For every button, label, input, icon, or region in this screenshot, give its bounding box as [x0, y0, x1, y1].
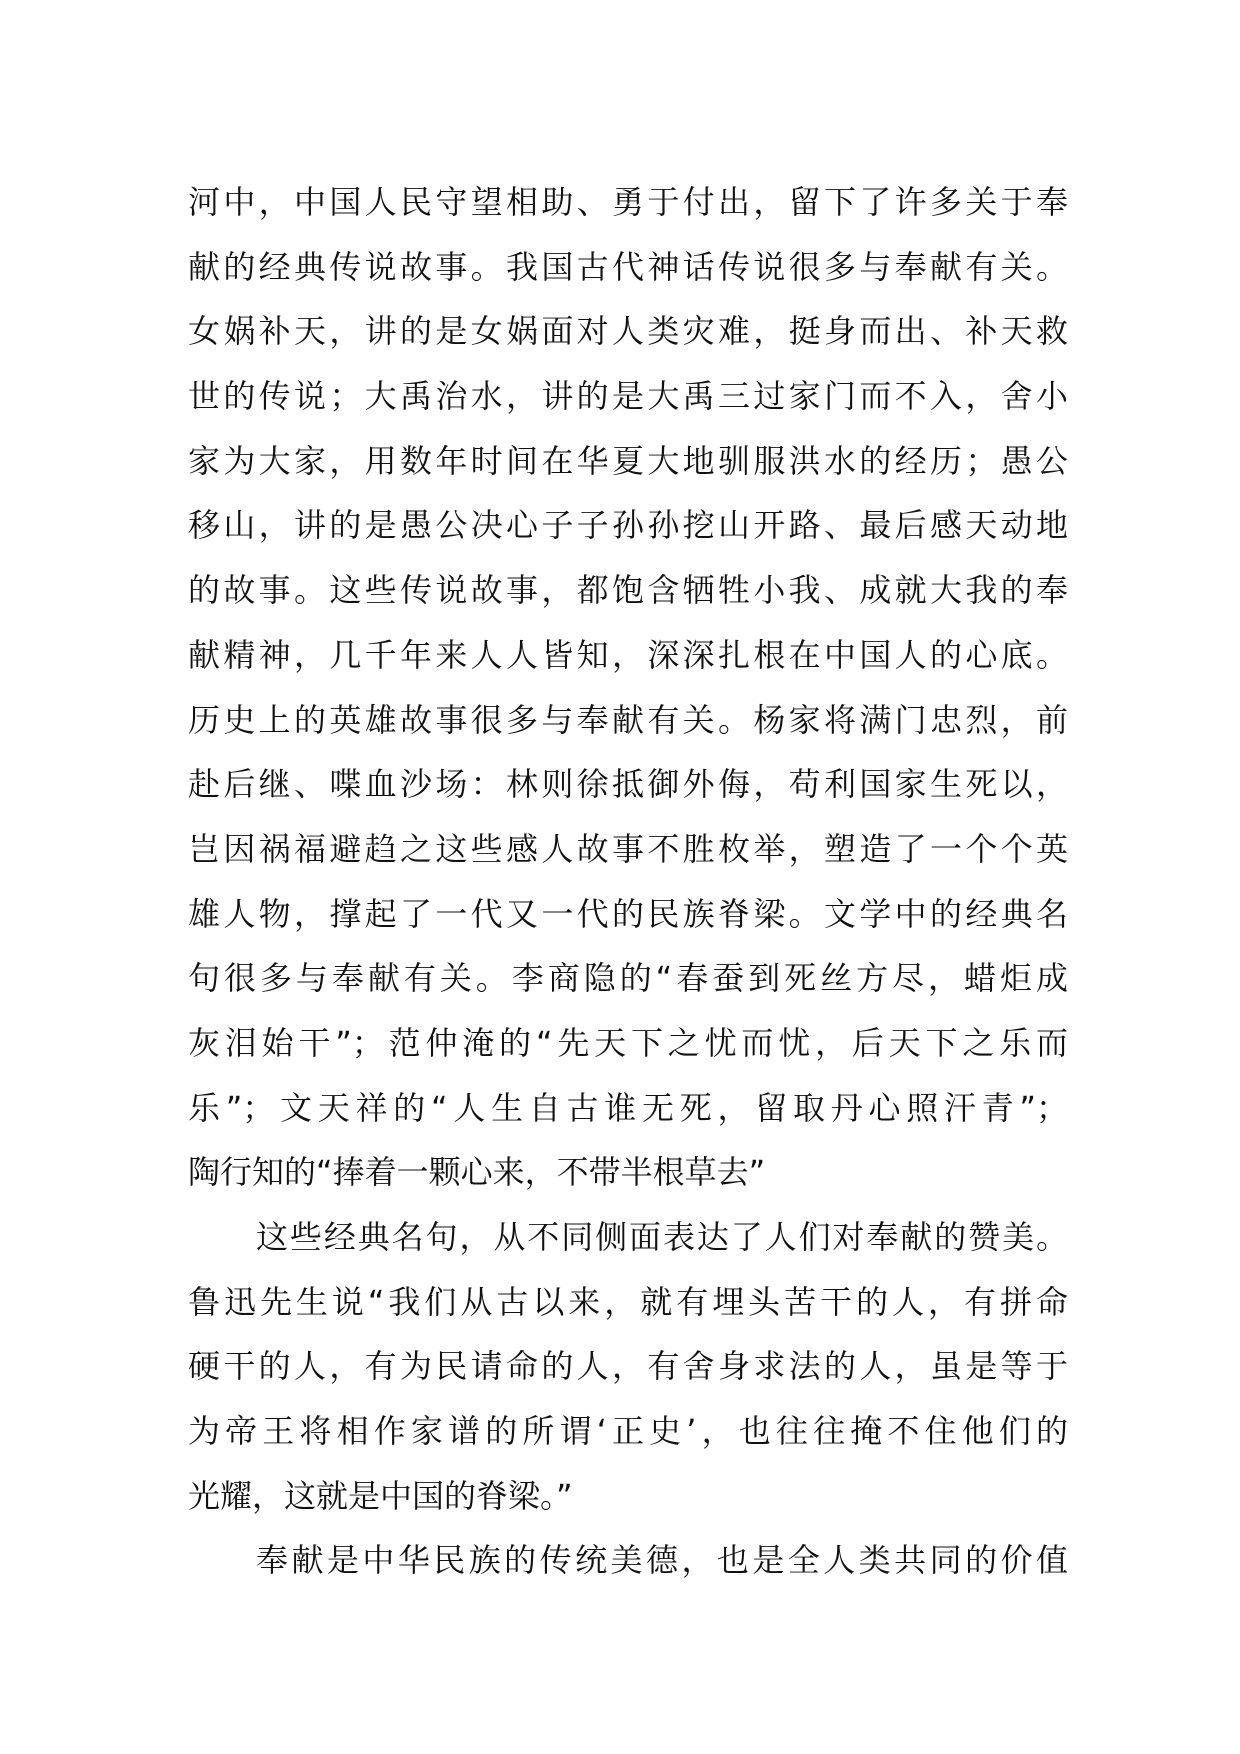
text-line: 移山，讲的是愚公决心子子孙孙挖山开路、最后感天动地 — [188, 506, 1068, 545]
text-line: 雄人物，撑起了一代又一代的民族脊梁。文学中的经典名 — [188, 894, 1068, 933]
text-line: 为帝王将相作家谱的所谓‘正史’，也往往掩不住他们的 — [188, 1412, 1068, 1451]
text-line: 句很多与奉献有关。李商隐的“春蚕到死丝方尽，蜡炬成 — [188, 959, 1068, 998]
text-line: 岂因祸福避趋之这些感人故事不胜枚举，塑造了一个个英 — [188, 829, 1068, 868]
text-line: 世的传说；大禹治水，讲的是大禹三过家门而不入，舍小 — [188, 377, 1068, 416]
text-line: 光耀，这就是中国的脊梁。” — [188, 1476, 573, 1515]
text-line: 陶行知的“捧着一颗心来，不带半根草去” — [188, 1153, 766, 1192]
text-line: 献的经典传说故事。我国古代神话传说很多与奉献有关。 — [188, 247, 1068, 286]
text-line: 家为大家，用数年时间在华夏大地驯服洪水的经历；愚公 — [188, 441, 1068, 480]
text-line: 鲁迅先生说“我们从古以来，就有埋头苦干的人，有拼命 — [188, 1282, 1068, 1321]
text-line: 历史上的英雄故事很多与奉献有关。杨家将满门忠烈，前 — [188, 700, 1068, 739]
text-line: 献精神，几千年来人人皆知，深深扎根在中国人的心底。 — [188, 635, 1068, 674]
text-line: 硬干的人，有为民请命的人，有舍身求法的人，虽是等于 — [188, 1347, 1068, 1386]
body-text — [188, 170, 1068, 1593]
text-line: 这些经典名句，从不同侧面表达了人们对奉献的赞美。 — [256, 1218, 1068, 1256]
text-line: 赴后继、喋血沙场：林则徐抵御外侮，苟利国家生死以， — [188, 765, 1068, 804]
text-line: 乐”；文天祥的“人生自古谁无死，留取丹心照汗青”； — [188, 1088, 1068, 1127]
text-line: 河中，中国人民守望相助、勇于付出，留下了许多关于奉 — [188, 183, 1068, 221]
text-line: 的故事。这些传说故事，都饱含牺牲小我、成就大我的奉 — [188, 571, 1068, 610]
text-line: 奉献是中华民族的传统美德，也是全人类共同的价值 — [256, 1541, 1068, 1580]
text-line: 女娲补天，讲的是女娲面对人类灾难，挺身而出、补天救 — [188, 312, 1068, 351]
text-line: 灰泪始干”；范仲淹的“先天下之忧而忧，后天下之乐而 — [188, 1023, 1068, 1062]
